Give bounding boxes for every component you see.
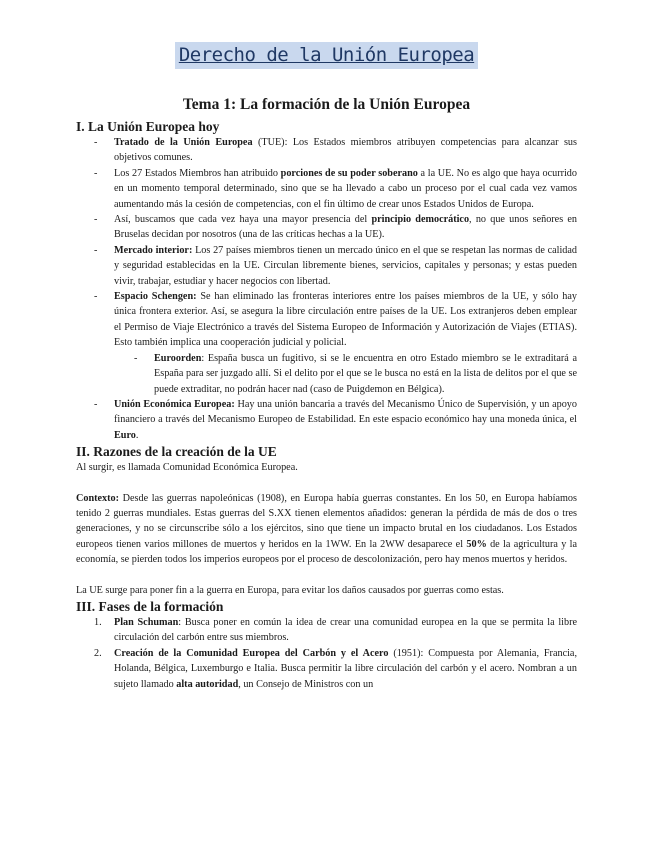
bold-term: Plan Schuman <box>114 616 179 628</box>
list-item <box>114 212 577 243</box>
list-item <box>94 646 577 692</box>
section-2-intro: Al surgir, es llamada Comunidad Económica Europea. <box>76 462 298 474</box>
list-item <box>94 615 577 646</box>
document-title-wrap <box>76 0 577 72</box>
item-text: (1951): Compuesta por Alemania, Francia, Holanda, Bélgica, Luxemburgo e Italia. Busca permitir la libre circulación del carbón y el acero. Nombran a un sujeto llamado <box>114 647 577 690</box>
paragraph-text: de la agricultura y la economía, se pierden todos los imperios europeos por el proceso de descolonización, pero hay menos muertos y heridos. <box>76 538 577 566</box>
item-text: : España busca un fugitivo, si se le encuentra en otro Estado miembro se le extraditará a España para ser juzgado allí. Si el delito por el que se le busca no está en la lista de delitos por el que se puede extraditar, no podrán hacer nad (caso de Puigdemon en Bélgica). <box>154 352 577 395</box>
bold-term: Espacio Schengen: <box>114 291 197 303</box>
section-1-list <box>76 135 577 443</box>
section-2-heading: II. Razones de la creación de la UE <box>76 444 277 460</box>
item-text: a la UE. No es algo que haya ocurrido en un momento temporal determinado, sino que se ha llevado a cabo un proceso por el cual cada vez vamos aumentando más la cesión de competencias, con el fin último de crear unos Estados Unidos de Europa. <box>114 167 577 210</box>
sub-list-item <box>154 351 577 397</box>
item-text: Los 27 países miembros tienen un mercado único en el que se respetan las normas de calidad y seguridad establecidas en la UE. Circulan libremente bienes, servicios, capitales y personas; y estas pueden vivir, trabajar, estudiar y hacer negocios con libertad. <box>114 244 577 287</box>
bold-term: porciones de su poder soberano <box>280 167 418 179</box>
list-item <box>114 289 577 397</box>
sub-list <box>114 351 577 397</box>
list-item <box>114 397 577 443</box>
document-title: Derecho de la Unión Europea <box>175 42 478 69</box>
context-label: Contexto: <box>76 492 120 504</box>
bold-term: Euroorden <box>154 352 202 364</box>
bold-term: Creación de la Comunidad Europea del Carbón y el Acero <box>114 647 389 659</box>
phases-list <box>76 615 577 692</box>
context-paragraph <box>76 491 577 568</box>
item-text: Se han eliminado las fronteras interiores entre los países miembros de la UE, y sólo hay única frontera exterior. Así, se asegura la libre circulación entre países de la UE. Los extranjeros deben emplear el Permiso de Viaje Electrónico a través del Sistema Europeo de Información y Autorización de Viajes (ETIAS). Esto también implica una cooperación judicial y policial. <box>114 291 577 349</box>
item-text: : Busca poner en común la idea de crear una comunidad europea en la que se permita la libre circulación del carbón entre sus miembros. <box>114 616 577 644</box>
bold-term: alta autoridad <box>176 678 239 690</box>
item-number: 1. <box>94 616 102 628</box>
topic-title: Tema 1: La formación de la Unión Europea <box>182 96 471 113</box>
paragraph-text: Desde las guerras napoleónicas (1908), en Europa había guerras constantes. En los 50, en Europa habíamos tenido 2 guerras mundiales. Estas guerras del S.XX tienen elementos añadidos: generan la pérdida de más de dos o tres generaciones, y no se circunscribe sólo a los ejércitos, sino que tiene un impacto brutal en los ciudadanos. Los Estados europeos tienen varios millones de muertos y heridos en la 1WW. En la 2WW desaparece el <box>76 492 577 550</box>
section-1-heading: I. La Unión Europea hoy <box>76 119 220 134</box>
conclusion-paragraph: La UE surge para poner fin a la guerra en Europa, para evitar los daños causados por guerras como estas. <box>76 584 504 596</box>
list-item <box>114 243 577 289</box>
item-text: , un Consejo de Ministros con un <box>238 678 374 690</box>
bold-term: Tratado de la Unión Europea <box>114 137 253 148</box>
bold-term: Unión Económica Europea: <box>114 398 235 410</box>
item-number: 2. <box>94 647 102 659</box>
item-text: Los 27 Estados Miembros han atribuido <box>114 167 281 179</box>
item-text: Así, buscamos que cada vez haya una mayor presencia del <box>114 214 372 226</box>
item-text: . <box>135 429 139 441</box>
bold-term: principio democrático <box>371 214 470 226</box>
item-text: (TUE): Los Estados miembros atribuyen competencias para alcanzar sus objetivos comunes. <box>114 137 577 164</box>
bold-term: Euro <box>114 429 136 441</box>
bold-term: 50% <box>466 538 487 550</box>
list-item <box>114 166 577 212</box>
list-item <box>114 135 577 166</box>
item-text: Hay una unión bancaria a través del Mecanismo Único de Supervisión, y un apoyo financiero a través del Mecanismo Europeo de Estabilidad. En este espacio económico hay una moneda única, el <box>114 398 577 426</box>
item-text: , no que unos señores en Bruselas decidan por nosotros (una de las críticas hechas a la UE). <box>114 214 577 241</box>
section-3-heading: III. Fases de la formación <box>76 598 224 614</box>
bold-term: Mercado interior: <box>114 244 193 256</box>
